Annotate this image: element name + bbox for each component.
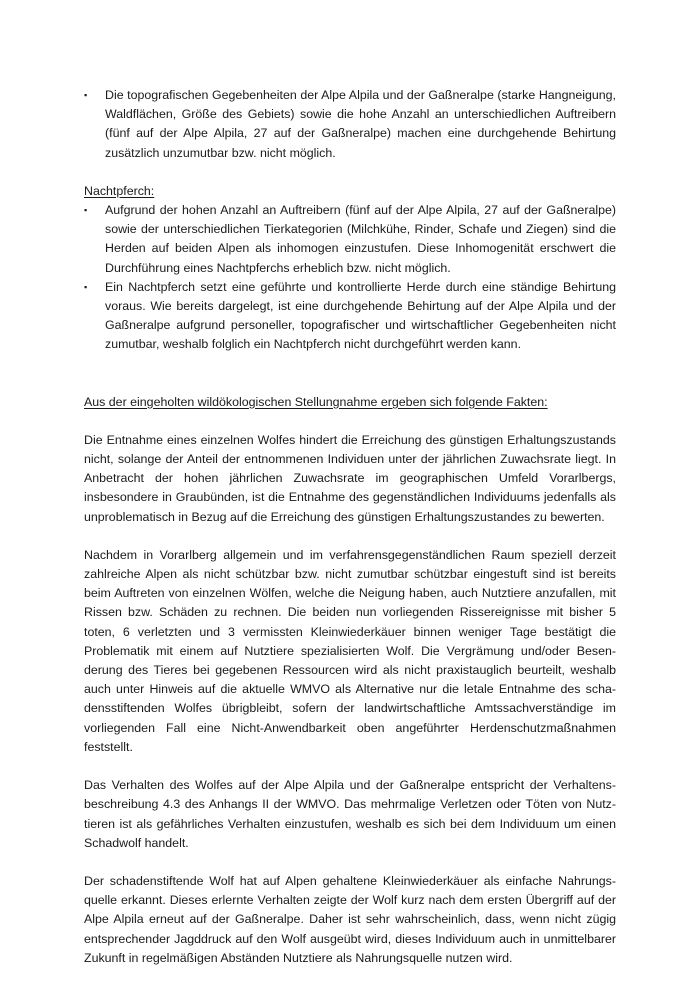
- section-heading-fakten: Aus der eingeholten wildökologischen Stellungnahme ergeben sich folgende Fakten:: [84, 394, 548, 409]
- nachtpferch-bullet-list: [84, 201, 616, 355]
- list-item: [84, 86, 616, 163]
- bullet-square-icon: ▪: [84, 205, 88, 216]
- bullet-text-behirtung: Ein Nachtpferch setzt eine geführte und kontrollierte Herde durch eine ständige Behirtung voraus. Wie bereits dargelegt, ist eine durchgehende Behirtung auf der Alpe Alpila und der Gaßneralpe aufgrund personeller, topografischer und wirtschaftlicher Gegebenheiten nicht zumutbar, weshalb folglich ein Nachtpferch nicht durchgeführt werden kann.: [105, 279, 616, 352]
- bullet-square-icon: ▪: [84, 90, 88, 100]
- intro-bullet-list: [84, 86, 616, 163]
- list-item: [84, 278, 616, 355]
- paragraph-erhaltungszustand: Die Entnahme eines einzelnen Wolfes hindert die Erreichung des günstigen Erhaltungszustands nicht, solange der Anteil der entnommenen Individuen unter der jährlichen Zuwachsrate liegt. In Anbetracht der hohen jährlichen Zuwachsrate im geographischen Umfeld Vorarlbergs, insbesondere in Graubünden, ist die Entnahme des gegenständlichen Individuums jedenfalls als unproblematisch in Bezug auf die Erreichung des günstigen Erhaltungszustandes zu bewerten.: [84, 432, 616, 524]
- paragraph-rissereignisse: Nachdem in Vorarlberg allgemein und im verfahrensgegenständlichen Raum speziell derzeit zahlreiche Alpen als nicht schützbar bzw. nicht zumutbar schützbar eingestuft sind ist bereits beim Auftreten von einzelnen Wölfen, welche die Neigung haben, auch Nutztiere anzufallen, mit Rissen bzw. Schäden zu rechnen. Die beiden nun vorliegenden Rissereignisse mit bisher 5 toten, 6 verletzten und 3 vermissten Kleinwiederkäuer binnen weniger Tage bestätigt die Problematik mit einem auf Nutztiere spezialisierten Wolf. Die Vergrämung und/oder Besenderung des Tieres bei gegebenen Ressourcen wird als nicht praxistauglich beurteilt, weshalb auch unter Hinweis auf die aktuelle WMVO als Alternative nur die letale Entnahme des schadensstiftenden Wolfes übrigbleibt, sofern der landwirtschaftliche Amtssachverständige im vorliegenden Fall eine Nicht-Anwendbarkeit oben angeführter Herdenschutzmaßnahmen feststellt.: [84, 547, 616, 754]
- paragraph-nahrungsquelle: Der schadenstiftende Wolf hat auf Alpen gehaltene Kleinwiederkäuer als einfache Nahrungsquelle erkannt. Dieses erlernte Verhalten zeigte der Wolf kurz nach dem ersten Übergriff auf der Alpe Alpila erneut auf der Gaßneralpe. Daher ist sehr wahrscheinlich, dass, wenn nicht zügig entsprechender Jagddruck auf den Wolf ausgeübt wird, dieses Individuum auch in unmittelbarer Zukunft in regelmäßigen Abständen Nutztiere als Nahrungsquelle nutzen wird.: [84, 873, 616, 965]
- paragraph-schadwolf: Das Verhalten des Wolfes auf der Alpe Alpila und der Gaßneralpe entspricht der Verhaltensbeschreibung 4.3 des Anhangs II der WMVO. Das mehrmalige Verletzen oder Töten von Nutztieren ist als gefährliches Verhalten einzustufen, weshalb es sich bei dem Individuum um einen Schadwolf handelt.: [84, 778, 616, 850]
- bullet-text-auftreiber: Aufgrund der hohen Anzahl an Auftreibern (fünf auf der Alpe Alpila, 27 auf der Gaßneralpe) sowie der unterschiedlichen Tierkategorien (Milchkühe, Rinder, Schafe und Ziegen) sind die Herden auf beiden Alpen als inhomogen einzustufen. Diese Inhomogenität erschwert die Durchführung eines Nachtpferchs erheblich bzw. nicht möglich.: [105, 203, 616, 275]
- bullet-square-icon: ▪: [84, 281, 88, 292]
- bullet-text-topografie: Die topografischen Gegebenheiten der Alpe Alpila und der Gaßneralpe (starke Hangneigung, Waldflächen, Größe des Gebiets) sowie die hohe Anzahl an unterschiedlichen Auftreibern (fünf auf der Alpe Alpila, 27 auf der Gaßneralpe) machen eine durchgehende Behirtung zusätzlich unzumutbar bzw. nicht möglich.: [105, 88, 616, 160]
- section-heading-nachtpferch: Nachtpferch:: [84, 183, 155, 198]
- list-item: [84, 201, 616, 278]
